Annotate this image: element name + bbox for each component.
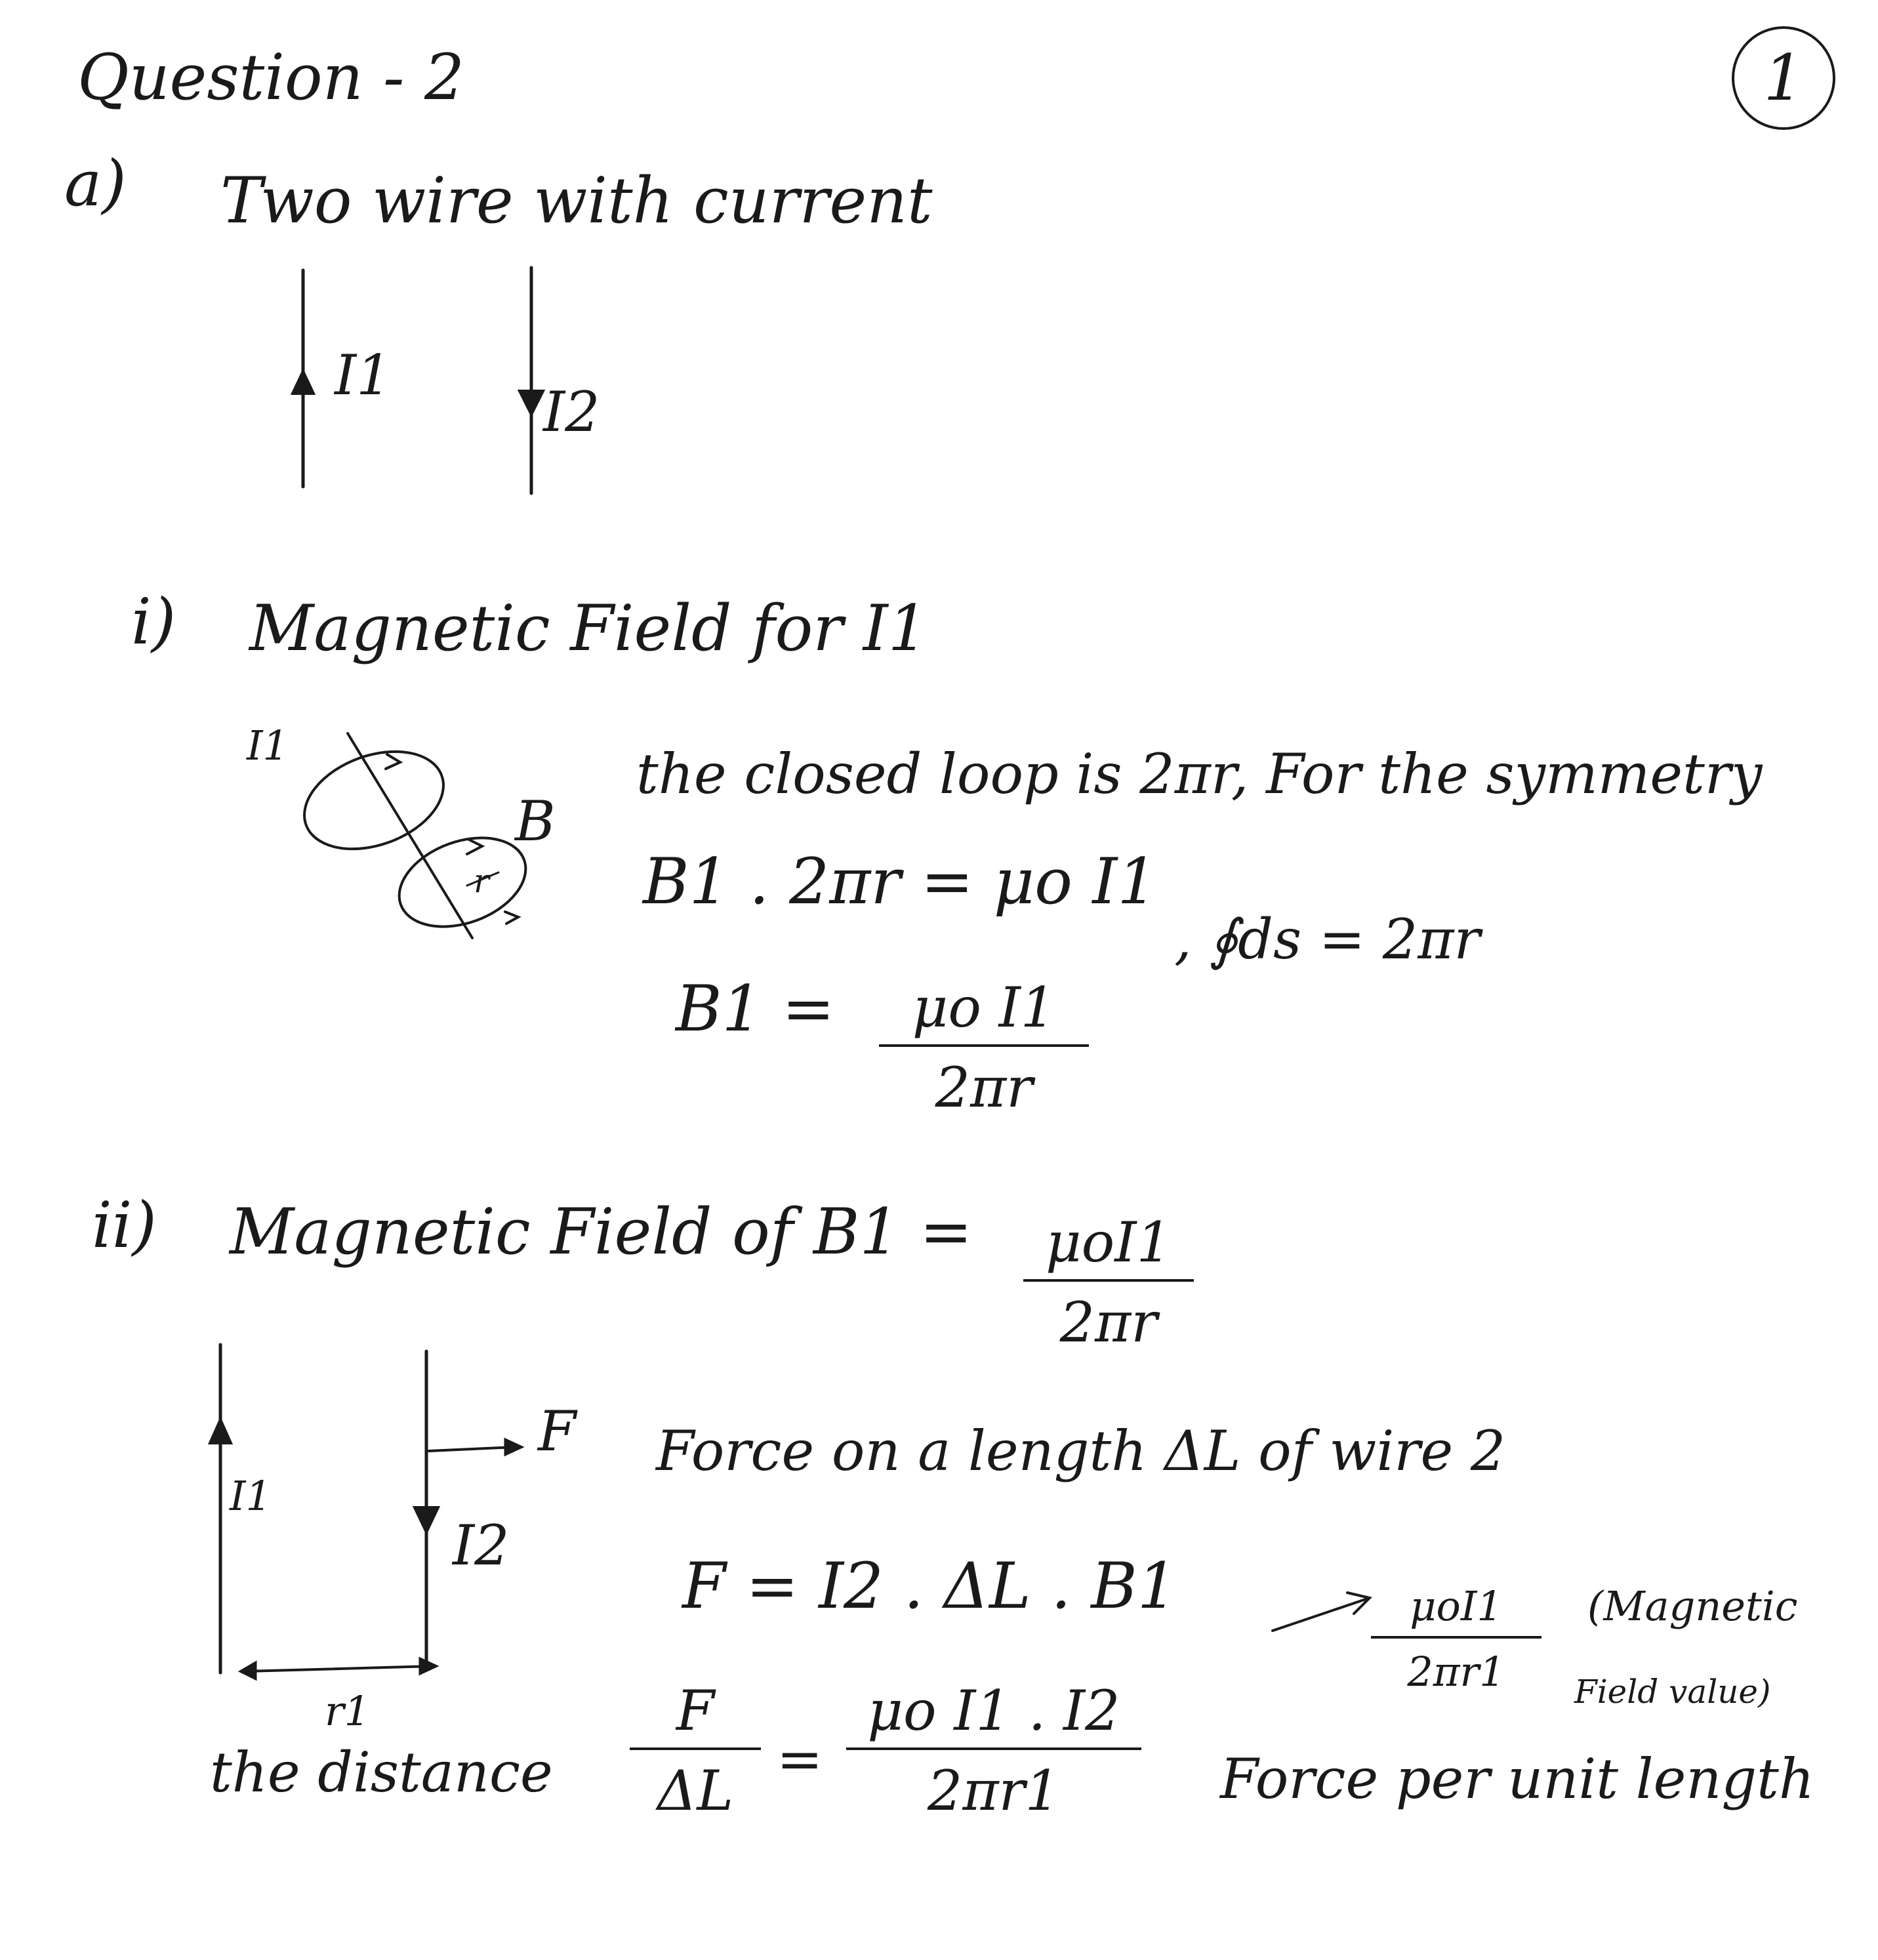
part-i-closed-integral-note: , ∮ds = 2πr	[1174, 907, 1480, 971]
part-ii-force-per-length-note: Force per unit length	[1220, 1747, 1815, 1811]
diagram-wire-2-label: I2	[453, 1513, 510, 1578]
part-ii-equation-1-fraction	[1371, 1582, 1541, 1696]
fraction-numerator: μoI1	[1023, 1215, 1194, 1282]
force-arrow-head	[505, 1439, 522, 1455]
loop-arrow-1	[386, 754, 400, 769]
wire-2-current-label: I2	[543, 380, 600, 444]
distance-arrow	[244, 1666, 433, 1671]
part-ii-magnetic-note-2: Field value)	[1574, 1673, 1771, 1711]
part-ii-equation-2-equals: =	[777, 1727, 823, 1791]
magnetic-field-loop-diagram	[291, 733, 538, 943]
fraction-denominator: ΔL	[657, 1759, 734, 1823]
wire-1-arrow-up	[210, 1419, 231, 1443]
field-loop-upper	[291, 733, 457, 867]
part-ii-equation-2-rhs-fraction	[846, 1679, 1141, 1823]
wire-1-current-label: I1	[335, 343, 392, 407]
fraction-numerator: μoI1	[1371, 1586, 1541, 1639]
part-ii-heading-fraction	[1023, 1210, 1194, 1355]
current-wire	[348, 733, 472, 938]
loop-arrow-2	[467, 840, 482, 854]
part-i-heading: Magnetic Field for I1	[249, 592, 928, 665]
distance-arrow-left-head	[240, 1662, 256, 1679]
fraction-denominator: 2πr	[935, 1055, 1033, 1120]
force-arrow	[429, 1447, 516, 1451]
two-wires-diagram	[293, 268, 543, 493]
distance-arrow-right-head	[420, 1658, 437, 1674]
wire-2-arrow-down	[415, 1507, 438, 1532]
diagram-wire-1-label: I1	[230, 1472, 272, 1520]
loop-radius-label: r	[474, 862, 489, 900]
part-a-label: a)	[64, 147, 127, 220]
fraction-numerator: μo I1 . I2	[846, 1683, 1141, 1750]
loop-current-label: I1	[247, 722, 289, 769]
diagram-distance-label: r1	[325, 1687, 371, 1735]
wire-2-arrow-down	[520, 391, 543, 415]
diagram-force-label: F	[538, 1399, 577, 1463]
fraction-denominator: 2πr	[1059, 1290, 1158, 1355]
part-i-equation-1: B1 . 2πr = μo I1	[643, 845, 1158, 918]
loop-field-label: B	[515, 789, 556, 853]
parallel-wires-force-diagram	[210, 1345, 1370, 1679]
implies-arrow	[1273, 1599, 1366, 1631]
part-ii-equation-1: F = I2 . ΔL . B1	[682, 1549, 1177, 1623]
loop-arrow-3	[505, 912, 518, 924]
fraction-numerator: F	[630, 1683, 761, 1750]
page-number: 1	[1763, 41, 1804, 115]
part-ii-force-text: Force on a length ΔL of wire 2	[656, 1419, 1506, 1483]
diagram-distance-caption: the distance	[210, 1740, 553, 1805]
part-ii-equation-2-lhs-fraction	[630, 1679, 761, 1823]
part-ii-label: ii)	[92, 1189, 157, 1262]
fraction-denominator: 2πr1	[927, 1759, 1061, 1823]
part-a-heading: Two wire with current	[220, 164, 933, 237]
part-ii-heading: Magnetic Field of B1 =	[230, 1195, 973, 1269]
wire-1-arrow-up	[293, 371, 314, 394]
part-i-equation-2-fraction	[879, 975, 1089, 1120]
question-title: Question - 2	[77, 41, 465, 114]
fraction-numerator: μo I1	[879, 980, 1089, 1047]
part-i-loop-text: the closed loop is 2πr, For the symmetry	[636, 742, 1763, 806]
part-ii-magnetic-note-1: (Magnetic	[1587, 1582, 1798, 1630]
fraction-denominator: 2πr1	[1407, 1648, 1505, 1696]
part-i-equation-2-lhs: B1 =	[676, 972, 835, 1046]
part-i-label: i)	[131, 585, 176, 659]
